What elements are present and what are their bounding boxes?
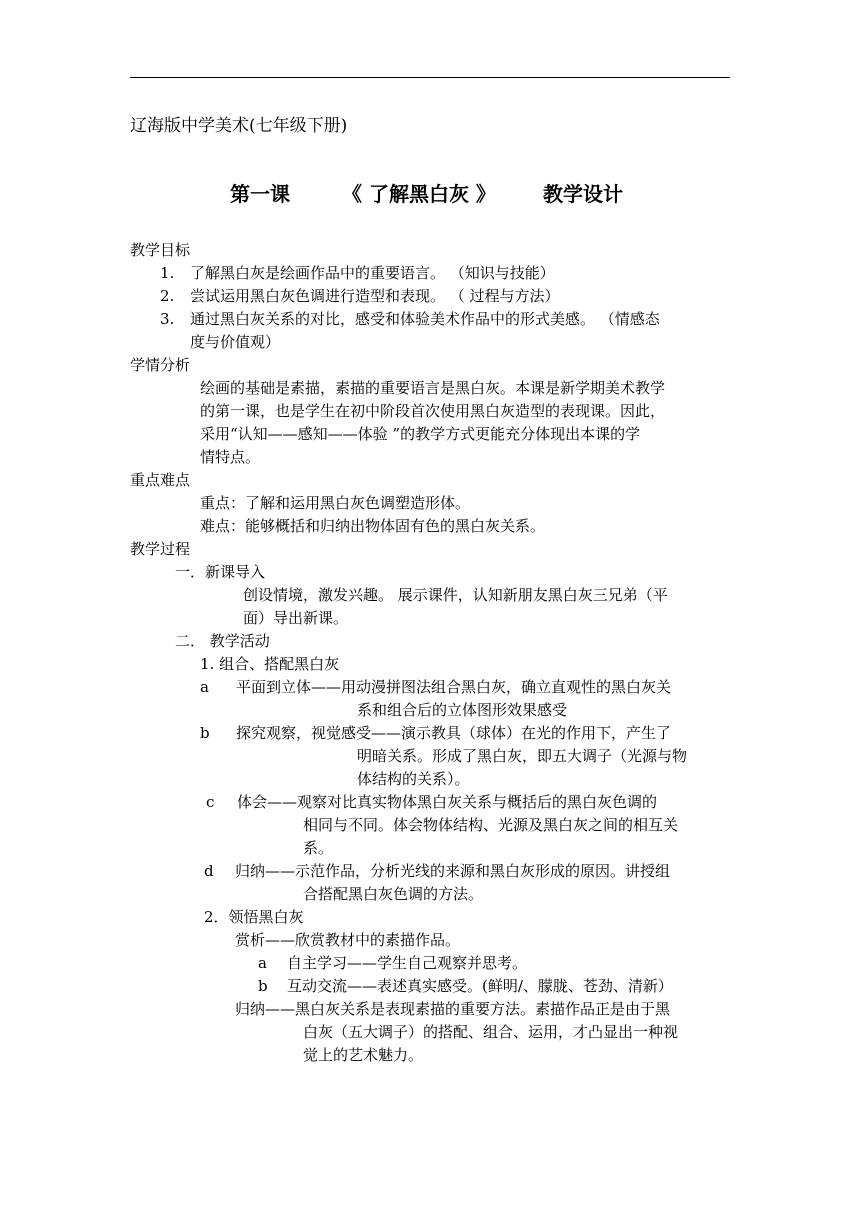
analysis-line-3: 采用“认知——感知——体验 ”的教学方式更能充分体现出本课的学 bbox=[200, 425, 641, 443]
key-point: 重点：了解和运用黑白灰色调塑造形体。 bbox=[200, 494, 471, 512]
part2-label: 2．领悟黑白灰 bbox=[204, 908, 304, 926]
item-d-line-1: 归纳——示范作品，分析光线的来源和黑白灰形成的原因。讲授组 bbox=[235, 862, 671, 880]
title-design: 教学设计 bbox=[543, 182, 623, 206]
part2-b-text: 互动交流——表述真实感受。(鲜明/、朦胧、苍劲、清新） bbox=[287, 977, 673, 995]
process-heading: 教学过程 bbox=[130, 540, 191, 558]
part2-a-letter: a bbox=[258, 954, 267, 972]
item-a-line-2: 系和组合后的立体图形效果感受 bbox=[357, 701, 568, 719]
part1-label: 1. 组合、搭配黑白灰 bbox=[200, 655, 340, 673]
analysis-line-1: 绘画的基础是素描，素描的重要语言是黑白灰。本课是新学期美术教学 bbox=[200, 379, 666, 397]
intro-line-1: 创设情境，激发兴趣。 展示课件，认知新朋友黑白灰三兄弟（平 bbox=[243, 586, 668, 604]
title-lesson: 第一课 bbox=[230, 182, 290, 206]
objective-text-3-cont: 度与价值观） bbox=[190, 333, 281, 351]
conclude-line-2: 白灰（五大调子）的搭配、组合、运用，才凸显出一种视 bbox=[303, 1023, 679, 1041]
intro-label: 一．新课导入 bbox=[175, 563, 266, 581]
item-b-letter: b bbox=[200, 724, 210, 742]
item-d-letter: d bbox=[204, 862, 214, 880]
title-topic: 《 了解黑白灰 》 bbox=[342, 182, 496, 206]
difficult-point: 难点：能够概括和归纳出物体固有色的黑白灰关系。 bbox=[200, 517, 546, 535]
item-a-letter: a bbox=[200, 678, 209, 696]
analysis-heading: 学情分析 bbox=[130, 356, 191, 374]
item-b-line-2: 明暗关系。形成了黑白灰，即五大调子（光源与物 bbox=[357, 747, 688, 765]
item-c-line-3: 系。 bbox=[303, 839, 334, 857]
item-c-line-1: 体会——观察对比真实物体黑白灰关系与概括后的黑白灰色调的 bbox=[237, 793, 658, 811]
objective-num-2: 2. bbox=[160, 287, 175, 305]
item-d-line-2: 合搭配黑白灰色调的方法。 bbox=[303, 885, 484, 903]
objectives-heading: 教学目标 bbox=[130, 241, 191, 259]
conclude-line-3: 觉上的艺术魅力。 bbox=[303, 1046, 424, 1064]
objective-num-1: 1. bbox=[160, 264, 175, 282]
activities-label: 二． 教学活动 bbox=[175, 632, 270, 650]
part2-appreciate: 赏析——欣赏教材中的素描作品。 bbox=[235, 931, 461, 949]
intro-line-2: 面）导出新课。 bbox=[243, 609, 349, 627]
objective-text-3: 通过黑白灰关系的对比，感受和体验美术作品中的形式美感。 （情感态 bbox=[190, 310, 660, 328]
analysis-line-4: 情特点。 bbox=[200, 448, 261, 466]
analysis-line-2: 的第一课，也是学生在初中阶段首次使用黑白灰造型的表现课。因此， bbox=[200, 402, 666, 420]
header-rule bbox=[130, 77, 730, 78]
part2-b-letter: b bbox=[258, 977, 268, 995]
item-b-line-1: 探究观察，视觉感受——演示教具（球体）在光的作用下，产生了 bbox=[236, 724, 672, 742]
objective-text-2: 尝试运用黑白灰色调进行造型和表现。 （ 过程与方法） bbox=[190, 287, 560, 305]
textbook-subtitle: 辽海版中学美术(七年级下册) bbox=[130, 116, 348, 136]
objective-num-3: 3. bbox=[160, 310, 175, 328]
conclude-line-1: 归纳——黑白灰关系是表现素描的重要方法。素描作品正是由于黑 bbox=[235, 1000, 671, 1018]
item-c-letter: c bbox=[206, 793, 215, 811]
objective-text-1: 了解黑白灰是绘画作品中的重要语言。 （知识与技能） bbox=[190, 264, 555, 282]
key-points-heading: 重点难点 bbox=[130, 471, 191, 489]
item-a-line-1: 平面到立体——用动漫拼图法组合黑白灰，确立直观性的黑白灰关 bbox=[236, 678, 672, 696]
item-b-line-3: 体结构的关系）。 bbox=[357, 770, 470, 788]
part2-a-text: 自主学习——学生自己观察并思考。 bbox=[287, 954, 528, 972]
item-c-line-2: 相同与不同。体会物体结构、光源及黑白灰之间的相互关 bbox=[303, 816, 679, 834]
